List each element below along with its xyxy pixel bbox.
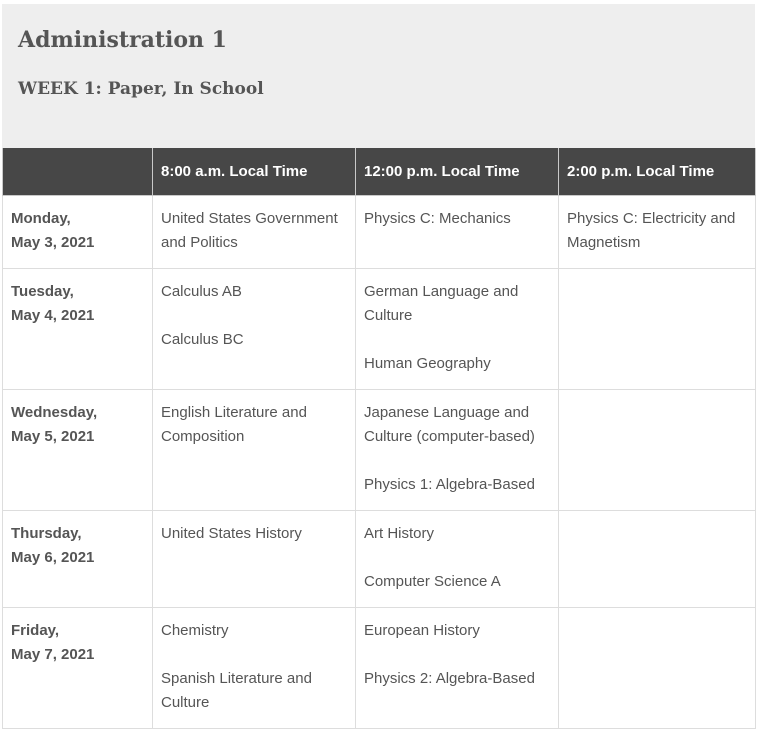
day-date: May 3, 2021 <box>11 234 95 251</box>
header-panel <box>2 4 755 148</box>
table-row <box>3 511 756 608</box>
course-name: Computer Science A <box>364 573 501 590</box>
course-name: United States Government and Politics <box>161 210 338 251</box>
slot-2pm <box>559 608 756 729</box>
slot-2pm <box>559 269 756 390</box>
day-cell <box>3 608 153 729</box>
course-name: Physics C: Mechanics <box>364 210 511 227</box>
course-name: United States History <box>161 525 302 542</box>
slot-2pm <box>559 511 756 608</box>
course-name: European History <box>364 622 480 639</box>
day-cell <box>3 196 153 269</box>
course-name: Chemistry <box>161 622 229 639</box>
course-name: Physics 1: Algebra-Based <box>364 476 535 493</box>
day-name: Wednesday, <box>11 404 98 421</box>
course-name: Calculus BC <box>161 331 244 348</box>
day-name: Thursday, <box>11 525 82 542</box>
slot-8am <box>153 390 356 511</box>
table-row <box>3 390 756 511</box>
slot-8am <box>153 608 356 729</box>
day-date: May 7, 2021 <box>11 646 95 663</box>
column-header-12pm: 12:00 p.m. Local Time <box>356 148 559 196</box>
slot-8am <box>153 196 356 269</box>
course-name: Human Geography <box>364 355 491 372</box>
slot-2pm <box>559 390 756 511</box>
column-header-2pm: 2:00 p.m. Local Time <box>559 148 756 196</box>
course-name: Physics C: Electricity and Magnetism <box>567 210 736 251</box>
slot-12pm <box>356 608 559 729</box>
course-name: Japanese Language and Culture (computer-based) <box>364 404 535 445</box>
day-name: Monday, <box>11 210 71 227</box>
slot-12pm <box>356 511 559 608</box>
column-header-day <box>3 148 153 196</box>
table-header-row <box>3 148 756 196</box>
day-date: May 5, 2021 <box>11 428 95 445</box>
course-name: Spanish Literature and Culture <box>161 670 312 711</box>
table-row <box>3 269 756 390</box>
day-name: Friday, <box>11 622 60 639</box>
day-date: May 6, 2021 <box>11 549 95 566</box>
slot-12pm <box>356 196 559 269</box>
day-cell <box>3 269 153 390</box>
page-title: Administration 1 <box>18 27 227 53</box>
slot-8am <box>153 511 356 608</box>
exam-schedule-table <box>2 148 756 729</box>
course-name: Art History <box>364 525 435 542</box>
course-name: English Literature and Composition <box>161 404 307 445</box>
course-name: German Language and Culture <box>364 283 519 324</box>
slot-2pm <box>559 196 756 269</box>
slot-12pm <box>356 390 559 511</box>
slot-12pm <box>356 269 559 390</box>
day-date: May 4, 2021 <box>11 307 95 324</box>
day-cell <box>3 390 153 511</box>
course-name: Physics 2: Algebra-Based <box>364 670 535 687</box>
slot-8am <box>153 269 356 390</box>
table-row <box>3 196 756 269</box>
day-name: Tuesday, <box>11 283 74 300</box>
week-subtitle: WEEK 1: Paper, In School <box>18 79 264 99</box>
column-header-8am: 8:00 a.m. Local Time <box>153 148 356 196</box>
course-name: Calculus AB <box>161 283 242 300</box>
table-row <box>3 608 756 729</box>
day-cell <box>3 511 153 608</box>
